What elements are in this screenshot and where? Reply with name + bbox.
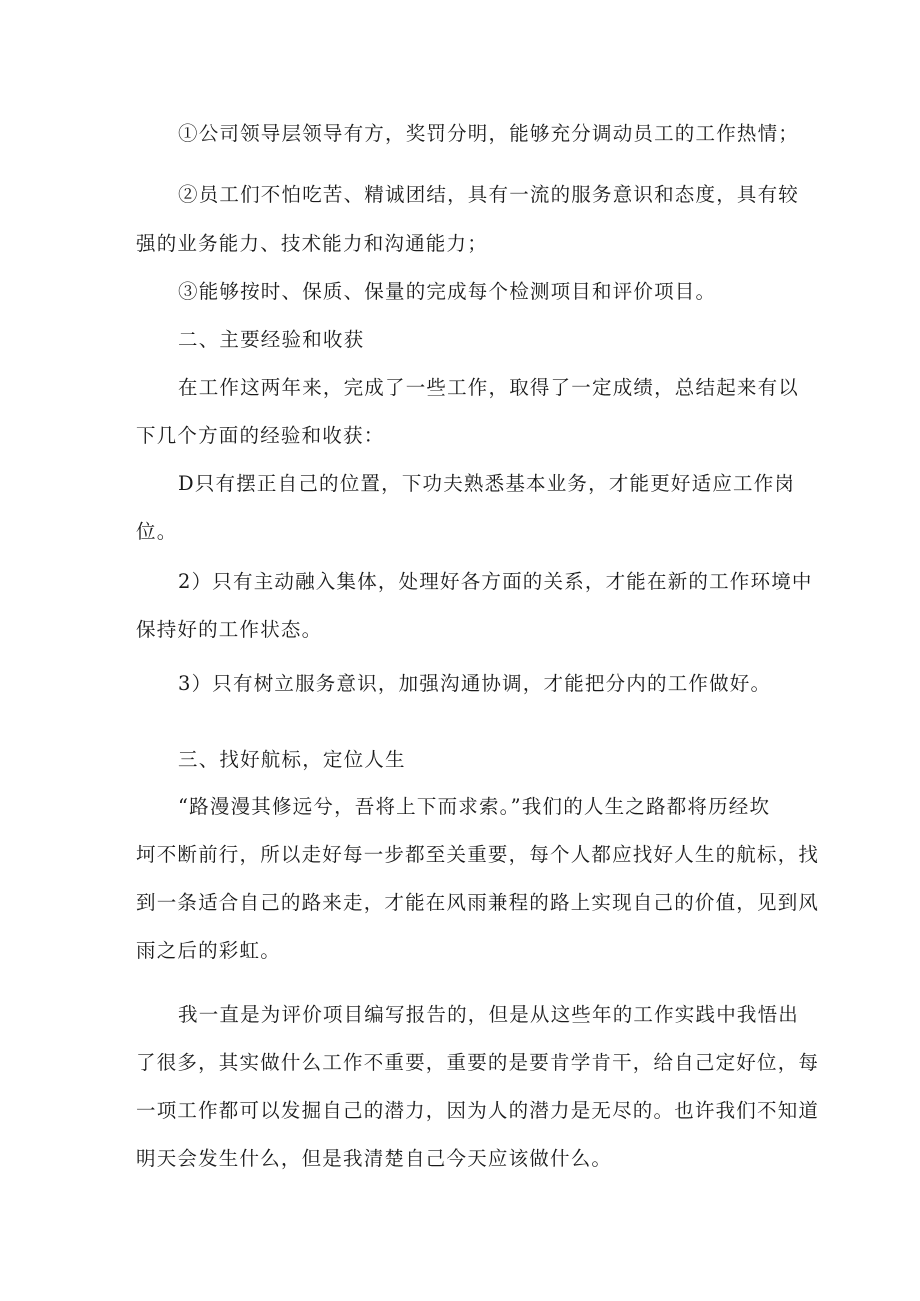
paragraph-line: 了很多，其实做什么工作不重要，重要的是要肯学肯干，给自己定好位，每	[136, 1051, 820, 1074]
paragraph-line: 强的业务能力、技术能力和沟通能力；	[136, 232, 488, 255]
paragraph-line: 一项工作都可以发掘自己的潜力，因为人的潜力是无尽的。也许我们不知道	[136, 1099, 820, 1122]
paragraph-line: “路漫漫其修远兮，吾将上下而求索。”我们的人生之路都将历经坎	[178, 795, 771, 818]
paragraph-line: 坷不断前行，所以走好每一步都至关重要，每个人都应找好人生的航标，找	[136, 843, 820, 866]
paragraph-line: ①公司领导层领导有方，奖罚分明，能够充分调动员工的工作热情；	[178, 122, 800, 145]
paragraph-line: 保持好的工作状态。	[136, 618, 323, 641]
paragraph-line: 3）只有树立服务意识，加强沟通协调，才能把分内的工作做好。	[178, 672, 772, 695]
paragraph-line: 下几个方面的经验和收获：	[136, 424, 385, 447]
paragraph-line: 我一直是为评价项目编写报告的，但是从这些年的工作实践中我悟出	[178, 1003, 800, 1026]
paragraph-line: 明天会发生什么，但是我清楚自己今天应该做什么。	[136, 1147, 613, 1170]
paragraph-line: 位。	[136, 520, 178, 543]
paragraph-line: ②员工们不怕吃苦、精诚团结，具有一流的服务意识和态度，具有较	[178, 183, 800, 206]
paragraph-line: D只有摆正自己的位置，下功夫熟悉基本业务，才能更好适应工作岗	[178, 472, 796, 495]
paragraph-line: 在工作这两年来，完成了一些工作，取得了一定成绩，总结起来有以	[178, 376, 800, 399]
paragraph-line: 到一条适合自己的路来走，才能在风雨兼程的路上实现自己的价值，见到风	[136, 891, 820, 914]
section-heading: 三、找好航标，定位人生	[178, 748, 406, 771]
paragraph-line: 雨之后的彩虹。	[136, 939, 281, 962]
paragraph-line: 2）只有主动融入集体，处理好各方面的关系，才能在新的工作环境中	[178, 570, 813, 593]
paragraph-line: ③能够按时、保质、保量的完成每个检测项目和评价项目。	[178, 280, 717, 303]
section-heading: 二、主要经验和收获	[178, 328, 365, 351]
